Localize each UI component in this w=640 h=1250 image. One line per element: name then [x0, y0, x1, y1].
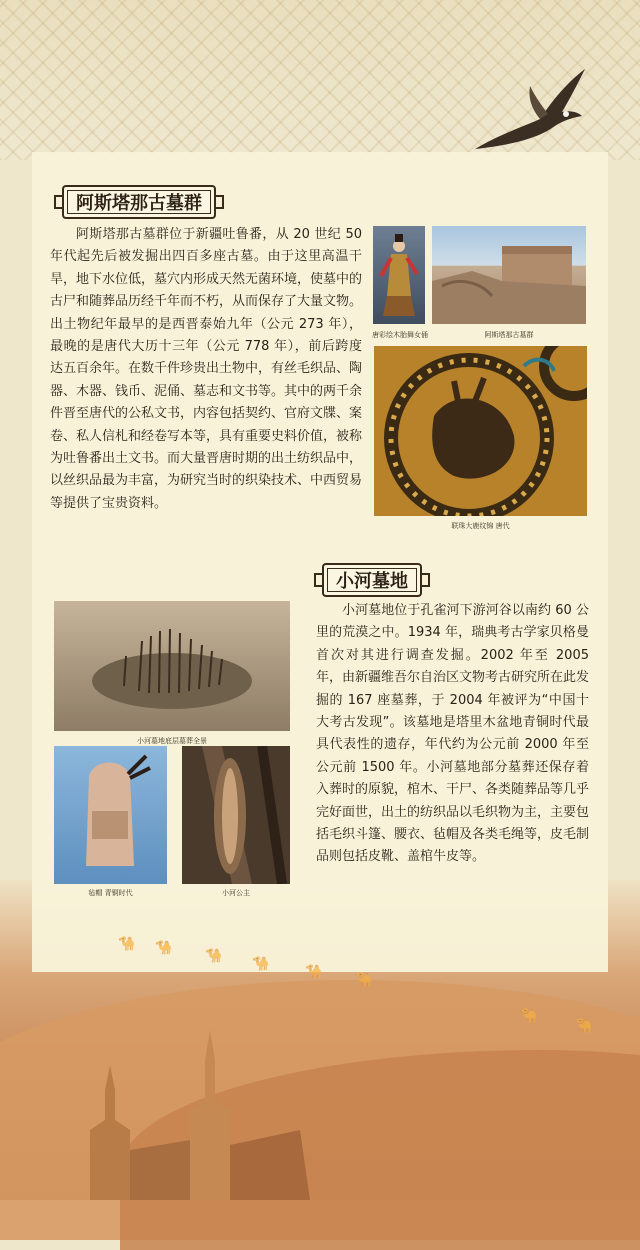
photo-felt-hat [54, 746, 167, 884]
section-heading-astana [62, 185, 216, 219]
camel-caravan-icon: 🐪 [205, 948, 223, 964]
xiaohe-paragraph: 小河墓地位于孔雀河下游河谷以南约 60 公里的荒漠之中。1934 年，瑞典考古学家贝格曼首次对其进行调查发掘。2002 年至 2005 年，由新疆维吾尔自治区文物考古研究所在此发掘的 167 座墓葬，于 2004 年被评为“中国十大考古发现”。该墓地是塔里木盆地青铜时代最具代表性的遗存，年代约为公元前 2000 年至公元前 1500 年。小河墓地部分墓葬还保存着入葬时的原貌，棺木、干尸、各类随葬品等几乎完好面世，出土的纺织品以毛织物为主，主要包括毛织斗篷、腰衣、毡帽及各类毛绳等，皮毛制品则包括皮靴、盖棺牛皮等。 [316, 603, 590, 865]
eagle-illustration [470, 64, 590, 154]
photo-deer-brocade [374, 346, 587, 516]
tombs-illustration [432, 226, 586, 324]
camel-caravan-icon: 🐪 [252, 956, 270, 972]
astana-description [50, 224, 362, 515]
camel-caravan-icon: 🐪 [520, 1008, 538, 1024]
camel-caravan-icon: 🐪 [155, 940, 173, 956]
panorama-illustration [54, 601, 290, 731]
figurine-illustration [373, 226, 425, 324]
caption-princess: 小河公主 [222, 889, 250, 897]
section-heading-xiaohe [322, 563, 422, 597]
caption-figurine: 唐彩绘木胎舞女俑 [372, 331, 428, 339]
stupa-ruins-illustration [60, 1020, 310, 1200]
camel-caravan-icon: 🐪 [575, 1018, 593, 1034]
felt-hat-illustration [54, 746, 167, 884]
section-heading-text: 小河墓地 [336, 571, 408, 592]
camel-caravan-icon: 🐪 [355, 972, 373, 988]
caption-tombs: 阿斯塔那古墓群 [484, 331, 534, 339]
photo-xiaohe-panorama [54, 601, 290, 731]
xiaohe-description [316, 600, 589, 869]
brocade-pattern [374, 346, 587, 516]
caption-brocade: 联珠大鹿纹锦 唐代 [451, 522, 510, 530]
camel-caravan-icon: 🐪 [118, 936, 136, 952]
astana-paragraph: 阿斯塔那古墓群位于新疆吐鲁番，从 20 世纪 50 年代起先后被发掘出四百多座古墓。由于这里高温干旱，地下水位低，墓穴内形成天然无菌环境，使墓中的古尸和随葬品历经千年而不朽，从而保存了大量文物。出土物纪年最早的是西晋泰始九年（公元 273 年），最晚的是唐代大历十三年（公元 778 年），前后跨度达五百余年。在数千件珍贵出土物中，有丝毛织品、陶器、木器、钱币、泥俑、墓志和文书等。其中的两千余件晋至唐代的公私文书，内容包括契约、官府文牒、案卷、私人信札和经卷写本等，具有重要史料价值，被称为吐鲁番出土文书。而大量晋唐时期的出土纺织品中，以丝织品最为丰富，为研究当时的织染技术、中西贸易等提供了宝贵资料。 [50, 227, 363, 511]
princess-illustration [182, 746, 290, 884]
photo-xiaohe-princess [182, 746, 290, 884]
photo-astana-tombs [432, 226, 586, 324]
caption-felt-hat: 毡帽 青铜时代 [88, 889, 133, 897]
camel-caravan-icon: 🐪 [305, 964, 323, 980]
section-heading-text: 阿斯塔那古墓群 [76, 193, 202, 214]
photo-dancer-figurine [373, 226, 425, 324]
caption-panorama: 小河墓地底层墓葬全景 [137, 737, 207, 745]
